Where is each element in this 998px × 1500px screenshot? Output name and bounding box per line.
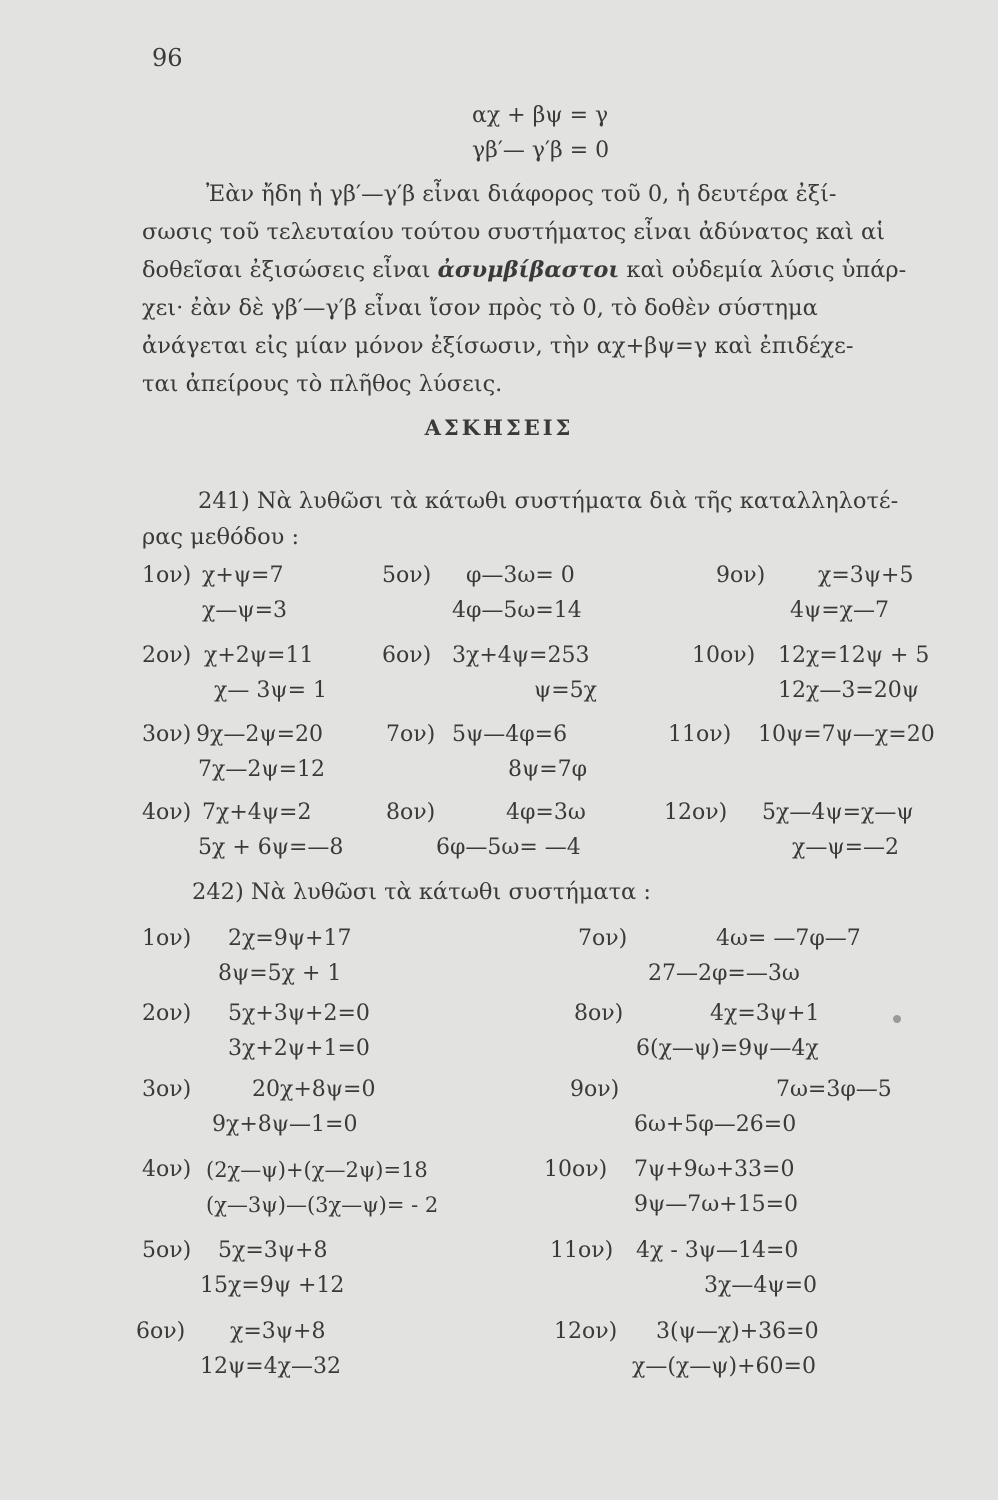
paragraph-line-3 (142, 251, 992, 289)
ex242-equation: 9ψ—7ω+15=0 (634, 1192, 799, 1217)
ex241-equation: 8ψ=7φ (508, 757, 588, 782)
ex242-item-label: 3ον) (142, 1077, 192, 1102)
ex241-equation: χ—ψ=—2 (792, 835, 900, 860)
ex241-item-label: 7ον) (386, 722, 436, 747)
ex242-item-label: 4ον) (142, 1157, 192, 1182)
ex241-equation: 12χ—3=20ψ (778, 678, 920, 703)
ex241-equation: 5χ + 6ψ=—8 (198, 835, 344, 860)
ex242-item-label: 6ον) (136, 1319, 186, 1344)
ex242-item-label: 1ον) (142, 926, 192, 951)
ex241-equation: 9χ—2ψ=20 (196, 722, 324, 747)
ex242-equation: 7ω=3φ—5 (776, 1077, 892, 1102)
ex241-equation: 4φ=3ω (506, 800, 586, 825)
ex241-equation: 12χ=12ψ + 5 (778, 643, 930, 668)
header-equation-1: αχ + βψ = γ (472, 103, 609, 128)
ex242-equation: 4χ=3ψ+1 (710, 1001, 820, 1026)
ex242-equation: 6(χ—ψ)=9ψ—4χ (636, 1036, 819, 1061)
ex241-intro-line-1: 241) Νὰ λυθῶσι τὰ κάτωθι συστήματα διὰ τῆς καταλληλοτέ- (198, 488, 899, 514)
ex241-equation: 3χ+4ψ=253 (452, 643, 590, 668)
ex242-item-label: 8ον) (574, 1001, 624, 1026)
ex241-equation: 4φ—5ω=14 (452, 598, 582, 623)
ex242-equation: 9χ+8ψ—1=0 (212, 1112, 358, 1137)
ex242-equation: 4ω= —7φ—7 (716, 926, 861, 951)
ex241-item-label: 8ον) (386, 800, 436, 825)
ex241-equation: 7χ—2ψ=12 (198, 757, 326, 782)
ex242-item-label: 2ον) (142, 1001, 192, 1026)
ex241-item-label: 1ον) (142, 563, 192, 588)
ex242-equation: 3χ+2ψ+1=0 (228, 1036, 370, 1061)
ex241-equation: χ+ψ=7 (202, 563, 284, 588)
paragraph-line-3-end: καὶ οὐδεμία λύσις ὑπάρ- (626, 257, 907, 283)
ex242-equation: 20χ+8ψ=0 (252, 1077, 376, 1102)
ex242-equation: 6ω+5φ—26=0 (634, 1112, 797, 1137)
ex242-equation: 27—2φ=—3ω (648, 961, 800, 986)
ex242-equation: (2χ—ψ)+(χ—2ψ)=18 (206, 1158, 428, 1182)
ex242-item-label: 11ον) (550, 1238, 614, 1263)
paragraph-line-6: ται ἀπείρους τὸ πλῆθος λύσεις. (142, 371, 503, 397)
page-number: 96 (152, 44, 183, 72)
paragraph-line-1: Ἐὰν ἤδη ἡ γβ′—γ′β εἶναι διάφορος τοῦ 0, ἡ δευτέρα ἐξί- (206, 181, 837, 207)
ex242-equation: 5χ+3ψ+2=0 (228, 1001, 370, 1026)
header-equation-2: γβ′— γ′β = 0 (472, 138, 610, 163)
ex242-equation: 15χ=9ψ +12 (200, 1273, 345, 1298)
paragraph-line-3-start: δοθεῖσαι ἐξισώσεις εἶναι (142, 257, 431, 283)
ex241-item-label: 2ον) (142, 643, 192, 668)
ex241-intro-line-2: ρας μεθόδου : (142, 524, 300, 550)
ex241-equation: 10ψ=7ψ—χ=20 (758, 722, 935, 747)
ex242-item-label: 9ον) (570, 1077, 620, 1102)
paragraph-line-5: ἀνάγεται εἰς μίαν μόνον ἐξίσωσιν, τὴν αχ+βψ=γ καὶ ἐπιδέχε- (142, 333, 854, 359)
ex241-item-label: 12ον) (664, 800, 728, 825)
ex242-item-label: 12ον) (554, 1319, 618, 1344)
ex242-equation: 5χ=3ψ+8 (218, 1238, 328, 1263)
ex241-equation: χ+2ψ=11 (204, 643, 314, 668)
ex241-equation: φ—3ω= 0 (466, 563, 575, 588)
ex242-equation: 8ψ=5χ + 1 (218, 961, 342, 986)
ex241-equation: 7χ+4ψ=2 (202, 800, 312, 825)
paragraph-line-2: σωσις τοῦ τελευταίου τούτου συστήματος εἶναι ἀδύνατος καὶ αἱ (142, 219, 885, 245)
ex241-item-label: 6ον) (382, 643, 432, 668)
ex242-item-label: 7ον) (578, 926, 628, 951)
ex241-item-label: 9ον) (716, 563, 766, 588)
ex242-equation: 7ψ+9ω+33=0 (634, 1157, 795, 1182)
ex241-equation: χ—ψ=3 (202, 598, 288, 623)
ex241-item-label: 3ον) (142, 722, 192, 747)
ex242-equation: χ=3ψ+8 (230, 1319, 326, 1344)
ex241-equation: ψ=5χ (534, 678, 598, 703)
paragraph-line-4: χει· ἐὰν δὲ γβ′—γ′β εἶναι ἴσον πρὸς τὸ 0, τὸ δοθὲν σύστημα (142, 295, 818, 321)
ex241-item-label: 10ον) (692, 643, 756, 668)
ex242-item-label: 5ον) (142, 1238, 192, 1263)
ex242-equation: χ—(χ—ψ)+60=0 (632, 1354, 816, 1379)
ex242-equation: 3χ—4ψ=0 (704, 1273, 818, 1298)
section-title: ΑΣΚΗΣΕΙΣ (424, 415, 574, 440)
ex241-equation: χ=3ψ+5 (818, 563, 914, 588)
ex242-item-label: 10ον) (544, 1157, 608, 1182)
ex242-equation: 4χ - 3ψ—14=0 (636, 1238, 799, 1263)
ex241-equation: χ— 3ψ= 1 (214, 678, 327, 703)
ex241-item-label: 5ον) (382, 563, 432, 588)
ex241-equation: 4ψ=χ—7 (790, 598, 890, 623)
ex241-equation: 5χ—4ψ=χ—ψ (762, 800, 914, 825)
ex241-equation: 5ψ—4φ=6 (452, 722, 568, 747)
ex242-equation: (χ—3ψ)—(3χ—ψ)= - 2 (206, 1193, 439, 1217)
emphasis-term: ἀσυμβίβαστοι (437, 257, 620, 283)
ex241-item-label: 4ον) (142, 800, 192, 825)
ink-spot (893, 1015, 901, 1023)
ex241-equation: 6φ—5ω= —4 (436, 835, 581, 860)
ex242-equation: 12ψ=4χ—32 (200, 1354, 342, 1379)
ex242-intro: 242) Νὰ λυθῶσι τὰ κάτωθι συστήματα : (192, 879, 651, 905)
ex241-item-label: 11ον) (668, 722, 732, 747)
ex242-equation: 3(ψ—χ)+36=0 (656, 1319, 819, 1344)
ex242-equation: 2χ=9ψ+17 (228, 926, 352, 951)
